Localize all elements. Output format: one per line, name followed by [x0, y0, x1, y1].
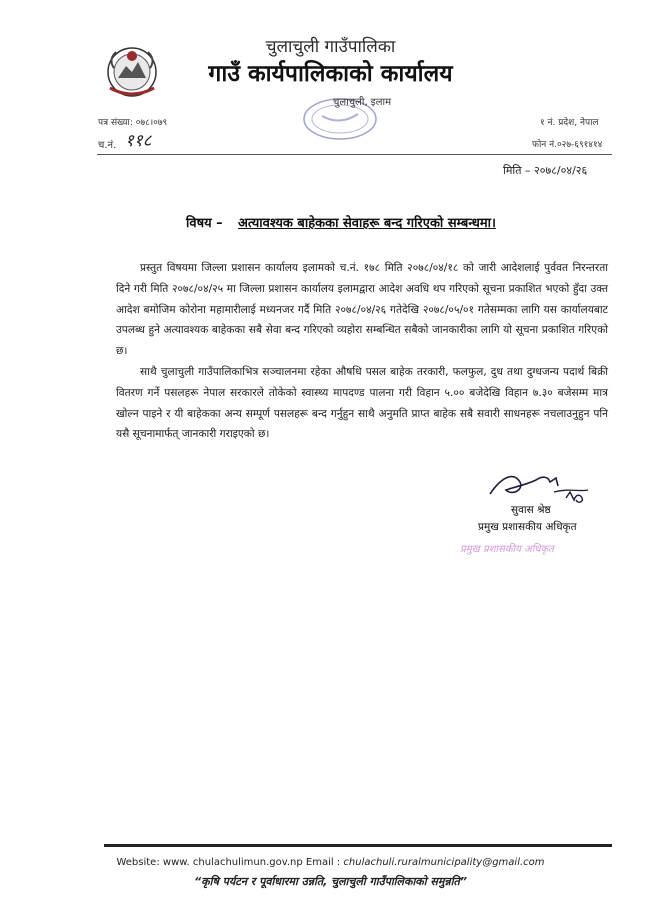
email-label: Email : [302, 857, 344, 868]
province: १ नं. प्रदेश, नेपाल [540, 118, 599, 128]
header-divider [97, 154, 612, 155]
email-link[interactable]: chulachuli.ruralmunicipality@gmail.com [343, 857, 545, 868]
phone-number: फोन नं.०२७-६९१४१४ [532, 140, 603, 150]
subject-text: अत्यावश्यक बाहेकका सेवाहरू बन्द गरिएको सम्बन्धमा। [238, 216, 496, 231]
signer-name: सुवास श्रेष्ठ [511, 504, 551, 516]
org-name: चुलाचुली गाउँपालिका [265, 37, 396, 57]
footer-motto: “कृषि पर्यटन र पूर्वाधारमा उन्नति, चुलाचुली गाउँपालिकाको समुन्नति” [194, 875, 467, 888]
letter-number: पत्र संख्या: ०७८।०७९ [98, 118, 168, 128]
footer-divider [104, 844, 612, 847]
office-title: गाउँ कार्यपालिकाको कार्यालय [208, 61, 453, 87]
signer-stamp: प्रमुख प्रशासकीय अधिकृत [460, 544, 554, 555]
footer-contact [0, 857, 661, 868]
ref-number-label: च.नं. [98, 140, 117, 151]
signer-title: प्रमुख प्रशासकीय अधिकृत [478, 521, 577, 533]
website-link[interactable]: www. chulachulimun.gov.np [162, 857, 303, 868]
body-paragraph-1: प्रस्तुत विषयमा जिल्ला प्रशासन कार्यालय इलामको च.नं. १७८ मिति २०७८/०४/१८ को जारी आदेशलाई पुर्ववत निरन्तरता दिने गरी मिति २०७८/०४/२५ मा जिल्ला प्रशासन कार्यालय इलामद्वारा आदेश अवधि थप गरिएको सूचना प्रकाशित भएको हुँदा उक्त आदेश बमोजिम कोरोना महामारीलाई मध्यनजर गर्दै मिति २०७८/०४/२६ गतेदेखि २०७८/०५/०१ गतेसम्मका लागि यस कार्यालयबाट उपलब्ध हुने अत्यावश्यक बाहेकका सबै सेवा बन्द गरिएको व्यहोरा सम्बन्धित सबैको जानकारीका लागि यो सूचना प्रकाशित गरिएको छ। [116, 262, 608, 358]
website-label: Website: [116, 857, 163, 868]
subject-label: विषय – [186, 216, 223, 231]
body-paragraph-2: साथै चुलाचुली गाउँपालिकाभित्र सञ्चालनमा रहेका औषधि पसल बाहेक तरकारी, फलफुल, दुध तथा दुग्धजन्य पदार्थ बिक्री वितरण गर्ने पसलहरू नेपाल सरकारले तोकेको स्वास्थ्य मापदण्ड पालना गरी विहान ५.०० बजेदेखि विहान ७.३० बजेसम्म मात्र खोल्न पाइने र यी बाहेकका अन्य सम्पूर्ण पसलहरू बन्द गर्नुहुन साथै अनुमति प्राप्त बाहेक सबै सवारी साधनहरू नचलाउनुहुन पनि यसै सूचनामार्फत् जानकारी गराइएको छ। [116, 366, 608, 441]
ref-number-value: ११८ [125, 131, 152, 151]
office-place: चुलाचुली, इलाम [333, 97, 392, 108]
document-date: मिति – २०७८/०४/२६ [503, 164, 588, 177]
